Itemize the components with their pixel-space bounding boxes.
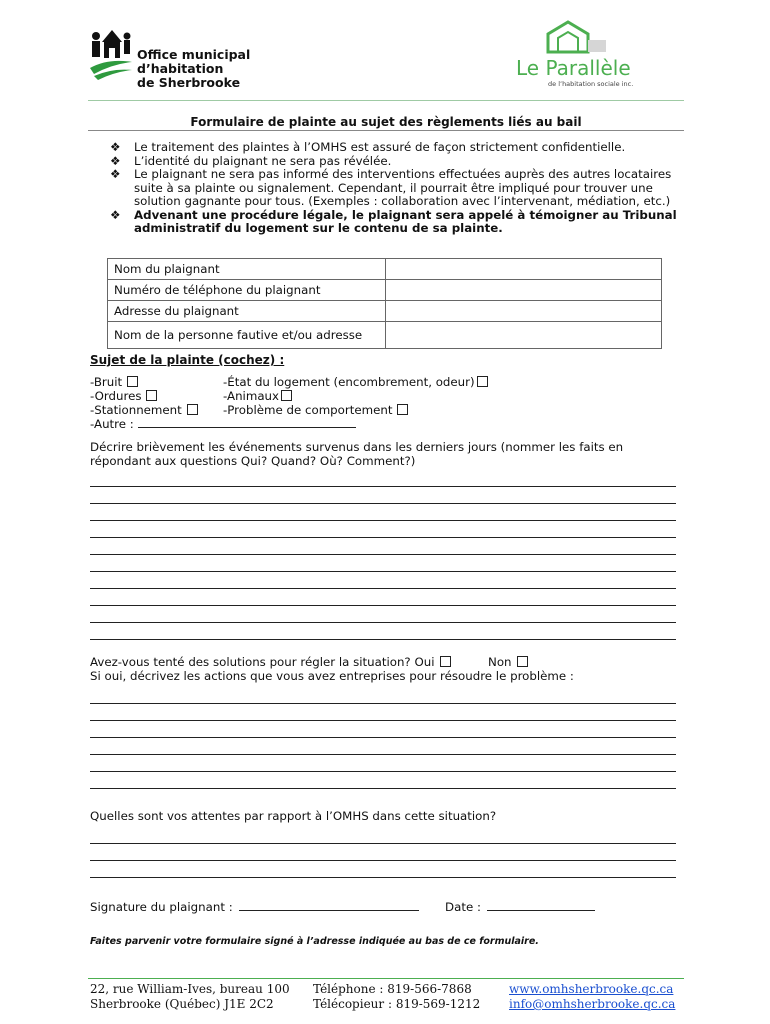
actions-line[interactable]: [90, 788, 676, 789]
bruit-checkbox[interactable]: [127, 376, 138, 387]
stationnement-checkbox[interactable]: [187, 404, 198, 415]
option-animaux: -Animaux: [223, 389, 292, 403]
title-divider: [88, 130, 684, 131]
footer-address: 22, rue William-Ives, bureau 100 Sherbrooke (Québec) J1E 2C2: [90, 982, 290, 1011]
complainant-name-field[interactable]: [386, 259, 662, 280]
description-line[interactable]: [90, 571, 676, 572]
notice-item: ❖ L’identité du plaignant ne sera pas révélée.: [110, 153, 392, 168]
option-autre: -Autre :: [90, 417, 356, 431]
expectations-line[interactable]: [90, 877, 676, 878]
table-row: [108, 280, 662, 301]
complainant-address-field[interactable]: [386, 301, 662, 322]
expectations-prompt: Quelles sont vos attentes par rapport à l’OMHS dans cette situation?: [90, 809, 497, 823]
header-divider: [88, 100, 684, 101]
actions-line[interactable]: [90, 703, 676, 704]
house-icon: [544, 18, 616, 58]
option-ordures: -Ordures: [90, 389, 157, 403]
footer-fax: Télécopieur : 819-569-1212: [313, 997, 481, 1011]
comportement-checkbox[interactable]: [397, 404, 408, 415]
submission-instruction: Faites parvenir votre formulaire signé à l’adresse indiquée au bas de ce formulaire.: [90, 936, 539, 947]
expectations-line[interactable]: [90, 860, 676, 861]
footer-links: [509, 982, 675, 1012]
complainant-phone-field[interactable]: [386, 280, 662, 301]
date-row: [445, 900, 595, 914]
offender-label: Nom de la personne fautive et/ou adresse: [108, 322, 386, 349]
option-stationnement: -Stationnement: [90, 403, 198, 417]
notice-item: ❖ Le traitement des plaintes à l’OMHS est assuré de façon strictement confidentielle.: [110, 140, 626, 154]
solutions-followup: Si oui, décrivez les actions que vous avez entreprises pour résoudre le problème :: [90, 669, 574, 683]
diamond-bullet-icon: ❖: [110, 140, 121, 154]
table-row: [108, 259, 662, 280]
option-bruit: -Bruit: [90, 375, 138, 389]
diamond-bullet-icon: ❖: [110, 167, 121, 181]
footer-divider: [88, 978, 684, 979]
signature-field[interactable]: [239, 900, 419, 911]
complainant-phone-label: Numéro de téléphone du plaignant: [108, 280, 386, 301]
actions-line[interactable]: [90, 737, 676, 738]
signature-label: Signature du plaignant :: [90, 900, 233, 914]
non-checkbox[interactable]: [517, 656, 528, 667]
omhs-emblem-icon: [88, 24, 134, 82]
description-line[interactable]: [90, 622, 676, 623]
omhs-logo: [88, 24, 288, 94]
notice-item-legal: ❖ Advenant une procédure légale, le plaignant sera appelé à témoigner au Tribunal administratif du logement sur le contenu de sa plainte.: [110, 207, 677, 235]
description-line[interactable]: [90, 554, 676, 555]
parallele-name: Le Parallèle: [516, 56, 631, 80]
notice-item: ❖ Le plaignant ne sera pas informé des interventions effectuées auprès des autres locataires suite à sa plainte ou signalement. Cependant, il pourrait être impliqué pour trouver une solution gagnante pour tous. (Exemples : collaboration avec l’intervenant, médiation, etc.): [110, 167, 672, 208]
email-link[interactable]: info@omhsherbrooke.qc.ca: [509, 997, 676, 1011]
diamond-bullet-icon: ❖: [110, 207, 121, 222]
option-comportement: -Problème de comportement: [223, 403, 408, 417]
autre-input[interactable]: [138, 417, 356, 428]
description-line[interactable]: [90, 503, 676, 504]
description-line[interactable]: [90, 537, 676, 538]
etat-logement-checkbox[interactable]: [477, 376, 488, 387]
description-line[interactable]: [90, 486, 676, 487]
footer-phone: Téléphone : 819-566-7868: [313, 982, 472, 996]
offender-field[interactable]: [386, 322, 662, 349]
description-line[interactable]: [90, 588, 676, 589]
diamond-bullet-icon: ❖: [110, 153, 121, 168]
table-row: [108, 301, 662, 322]
ordures-checkbox[interactable]: [146, 390, 157, 401]
complainant-address-label: Adresse du plaignant: [108, 301, 386, 322]
notice-list: [110, 141, 685, 236]
option-etat-logement: -État du logement (encombrement, odeur): [223, 375, 488, 389]
complainant-info-table: [107, 258, 662, 349]
description-line[interactable]: [90, 605, 676, 606]
actions-line[interactable]: [90, 720, 676, 721]
description-prompt: Décrire brièvement les événements survenus dans les derniers jours (nommer les faits en répondant aux questions Qui? Quand? Où? Comment?): [90, 440, 624, 468]
form-title: Formulaire de plainte au sujet des règlements liés au bail: [190, 115, 582, 129]
date-field[interactable]: [487, 900, 595, 911]
parallele-subtitle: de l’habitation sociale inc.: [548, 80, 634, 88]
signature-row: [90, 900, 419, 914]
table-row: [108, 322, 662, 349]
actions-line[interactable]: [90, 754, 676, 755]
parallele-logo: [512, 18, 652, 93]
complainant-name-label: Nom du plaignant: [108, 259, 386, 280]
oui-checkbox[interactable]: [440, 656, 451, 667]
solutions-question: Avez-vous tenté des solutions pour régler la situation? Oui Non: [90, 655, 680, 669]
animaux-checkbox[interactable]: [281, 390, 292, 401]
complaint-subject-heading: Sujet de la plainte (cochez) :: [90, 353, 285, 367]
actions-line[interactable]: [90, 771, 676, 772]
date-label: Date :: [445, 900, 481, 914]
description-line[interactable]: [90, 639, 676, 640]
website-link[interactable]: www.omhsherbrooke.qc.ca: [509, 982, 674, 996]
expectations-line[interactable]: [90, 843, 676, 844]
description-line[interactable]: [90, 520, 676, 521]
footer-phones: [313, 982, 480, 1012]
omhs-name: Office municipal d’habitation de Sherbrooke: [137, 47, 251, 90]
